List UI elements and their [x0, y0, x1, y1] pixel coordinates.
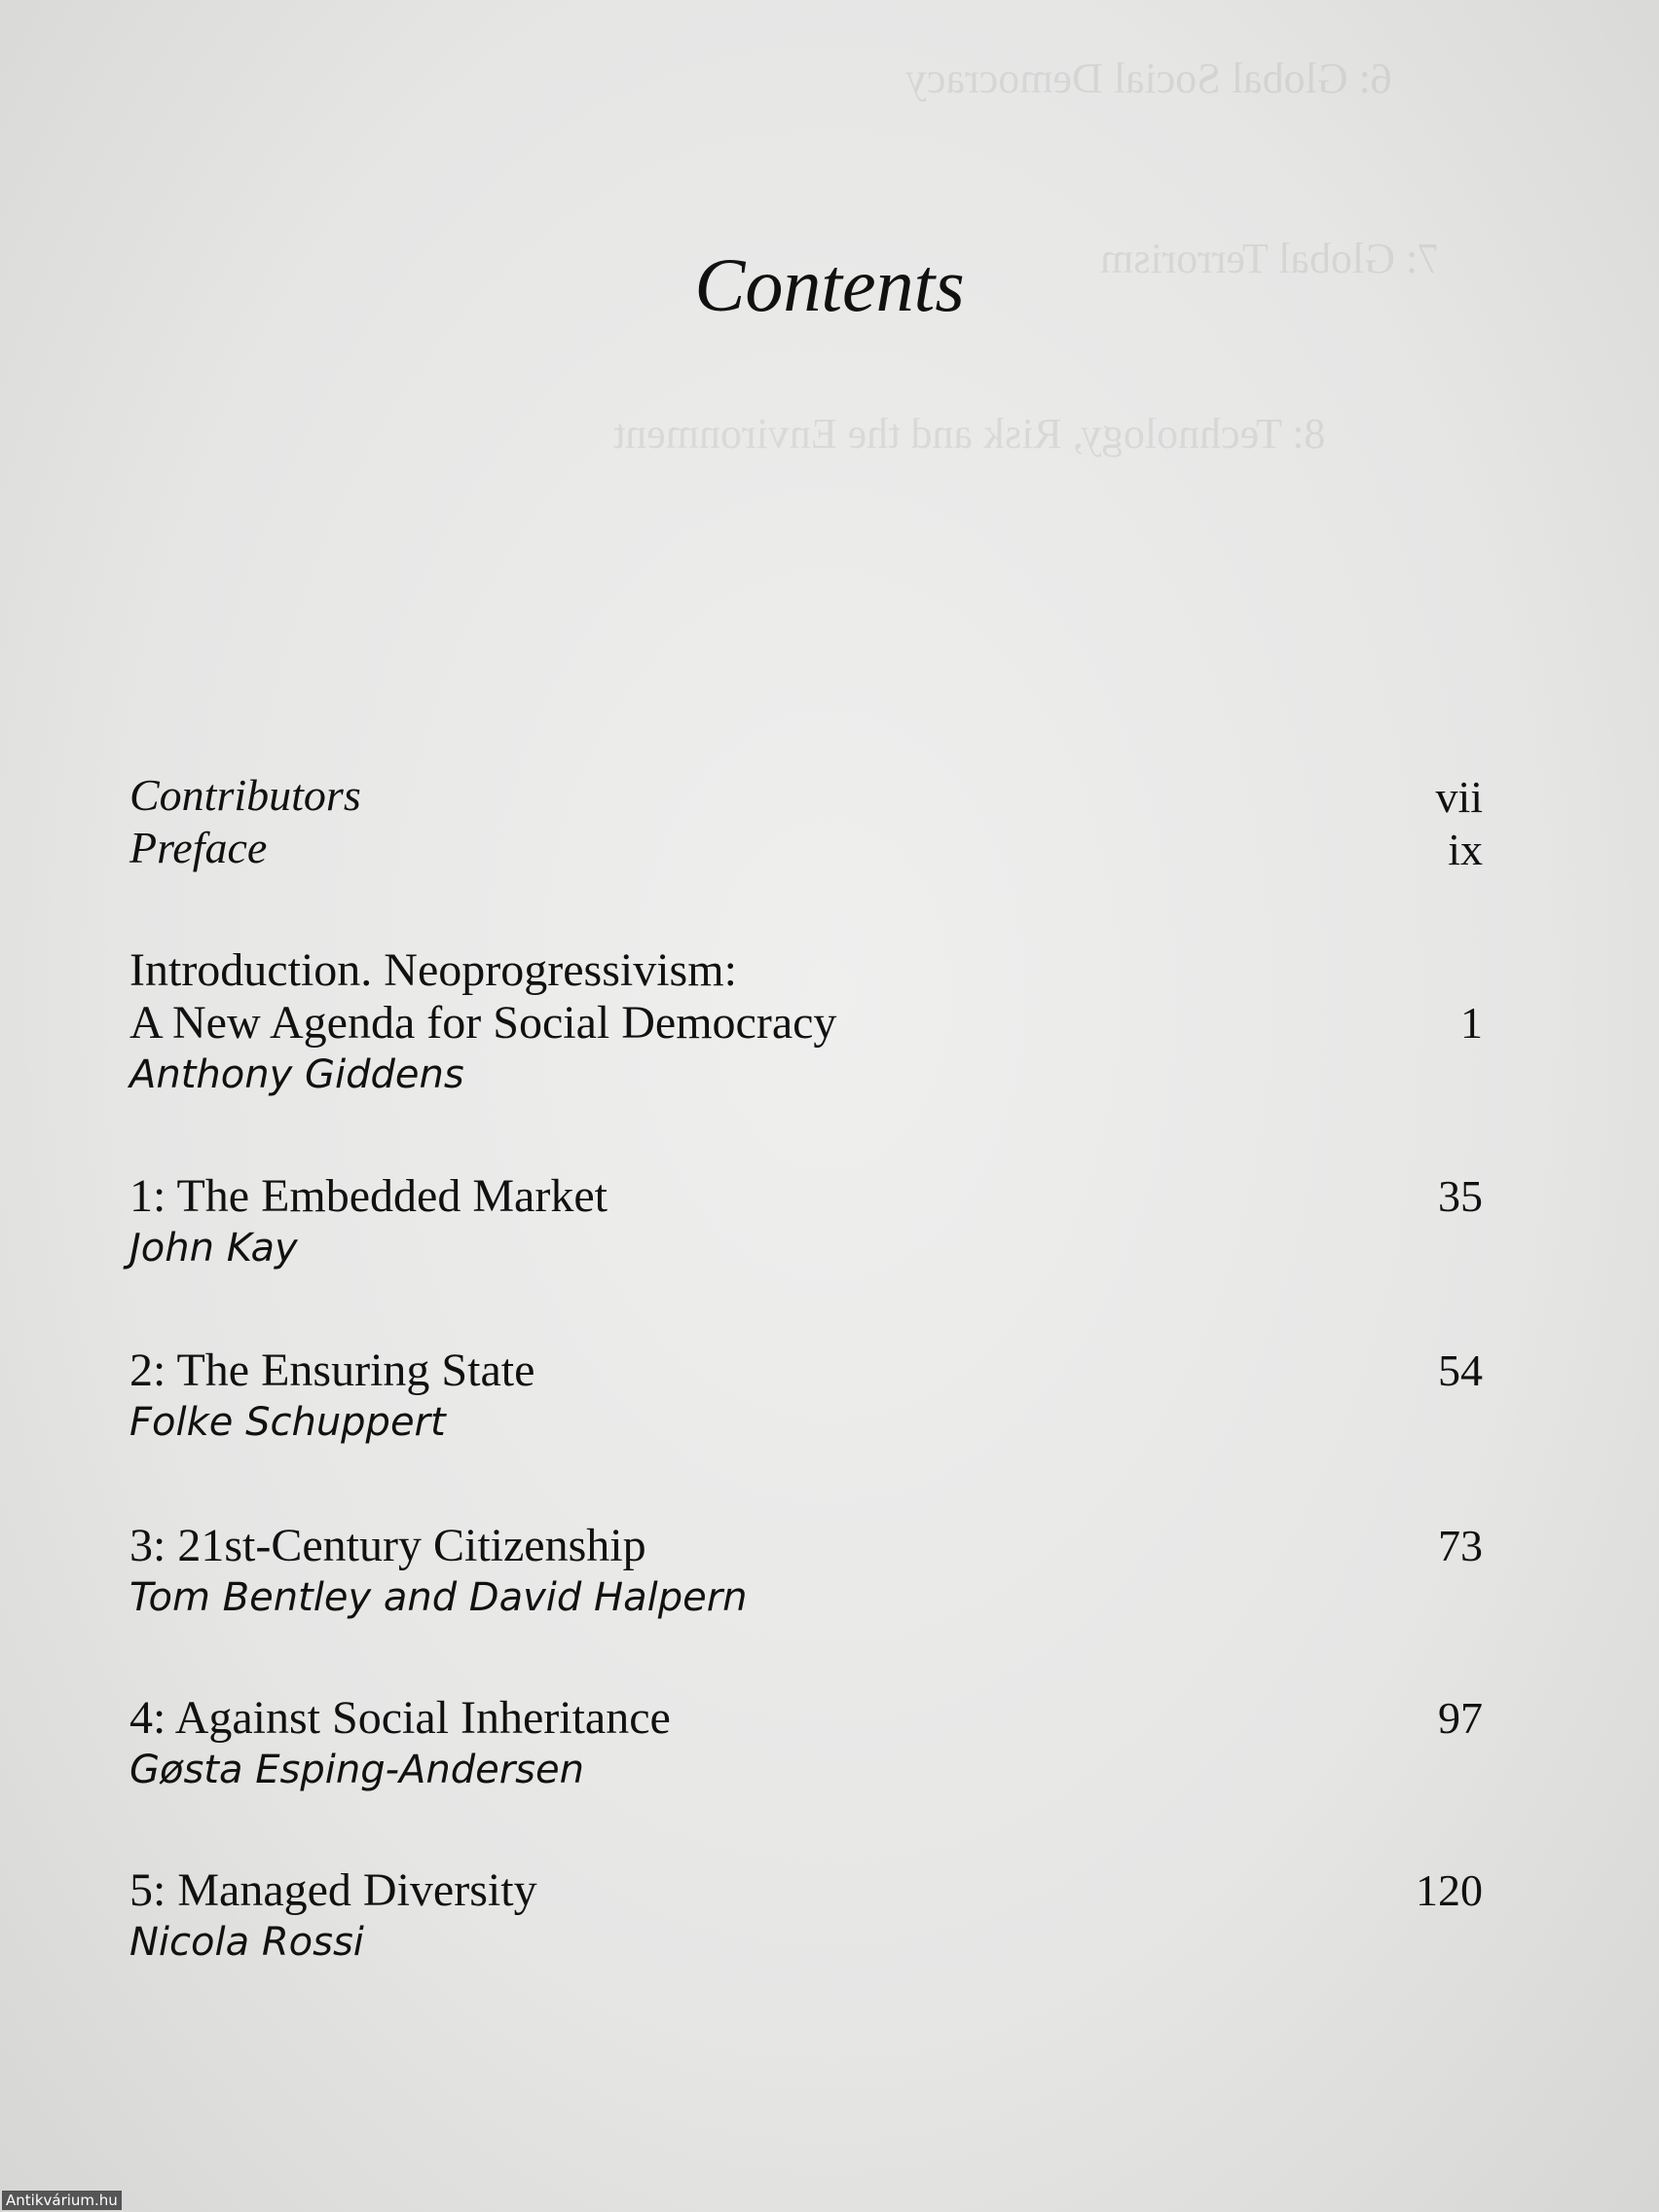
- toc-entry-title: A New Agenda for Social Democracy: [129, 997, 837, 1049]
- show-through-text: 7: Global Terrorism: [1100, 235, 1440, 282]
- toc-entry-introduction[interactable]: [129, 944, 1483, 1100]
- toc-entry-chapter-1[interactable]: [129, 1170, 1483, 1273]
- toc-page-number: 73: [1438, 1521, 1483, 1570]
- toc-front-matter-contributors[interactable]: [129, 769, 1483, 822]
- toc-entry-title: 2: The Ensuring State: [129, 1345, 535, 1396]
- toc-entry-author: Tom Bentley and David Halpern: [129, 1575, 748, 1620]
- toc-entry-author: Gøsta Esping-Andersen: [129, 1748, 584, 1792]
- toc-label: Contributors: [129, 770, 361, 820]
- toc-page-number: 120: [1416, 1865, 1483, 1915]
- toc-page-number: 54: [1438, 1346, 1483, 1395]
- toc-entry-author: Nicola Rossi: [129, 1920, 364, 1965]
- toc-page-number: 97: [1438, 1693, 1483, 1743]
- toc-entry-title: 1: The Embedded Market: [129, 1170, 608, 1222]
- toc-entry-chapter-4[interactable]: [129, 1692, 1483, 1795]
- toc-entry-title: 3: 21st-Century Citizenship: [129, 1520, 646, 1571]
- show-through-text: 8: Technology, Risk and the Environment: [613, 410, 1326, 458]
- toc-front-matter-preface[interactable]: [129, 822, 1483, 874]
- toc-entry-chapter-3[interactable]: [129, 1520, 1483, 1623]
- toc-entry-author: John Kay: [129, 1226, 298, 1271]
- watermark-label: Antikvárium.hu: [2, 2191, 122, 2210]
- show-through-text: 6: Global Social Democracy: [905, 55, 1392, 102]
- toc-entry-title: 5: Managed Diversity: [129, 1864, 537, 1916]
- toc-page-number: vii: [1435, 772, 1483, 822]
- toc-entry-title: 4: Against Social Inheritance: [129, 1692, 671, 1744]
- toc-entry-author: Folke Schuppert: [129, 1400, 446, 1445]
- toc-entry-title: Introduction. Neoprogressivism:: [129, 944, 737, 996]
- page-title: Contents: [694, 242, 965, 327]
- toc-label: Preface: [129, 823, 268, 872]
- toc-entry-chapter-5[interactable]: [129, 1864, 1483, 1968]
- toc-page-number: ix: [1448, 825, 1483, 874]
- toc-entry-chapter-2[interactable]: [129, 1345, 1483, 1448]
- toc-page-number: 35: [1438, 1171, 1483, 1221]
- toc-page-number: 1: [1460, 998, 1483, 1048]
- toc-entry-author: Anthony Giddens: [129, 1052, 464, 1097]
